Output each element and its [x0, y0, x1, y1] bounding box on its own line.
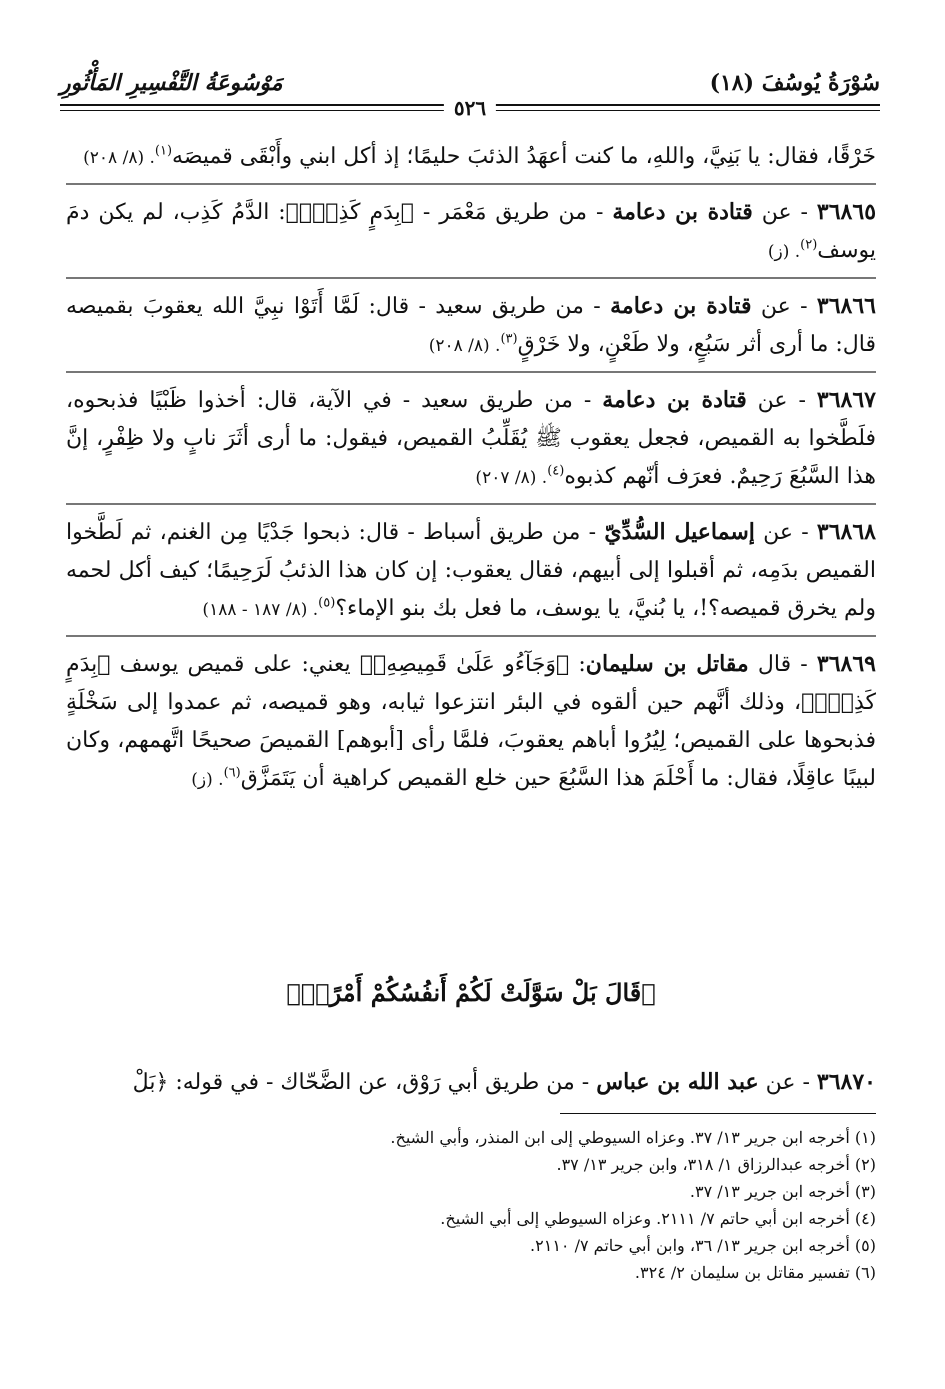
footnote-marker: (٥): [318, 595, 336, 611]
footnote-marker: (٣): [500, 331, 518, 347]
paragraph-text: - من طريق سعيد - في الآية، قال: أخذوا ظَبْيًا فذبحوه، فلَطَّخوا به القميص، فجعل يعقوب ﷺ يُقَلِّبُ القميص، فيقول: ما أرى أثَرَ نابٍ ولا ظِفْرٍ، إنَّ هذا السَّبُعَ رَحِيمٌ. فعرَف أنّهم كذبوه: [66, 388, 876, 489]
narrator-name: قتادة بن دعامة: [612, 199, 753, 225]
paragraph-divider: [66, 503, 876, 505]
narration-36870: [66, 1063, 876, 1102]
page-header: [60, 62, 880, 118]
paragraph-divider: [66, 183, 876, 185]
volume-reference: . (٨/ ١٨٧ - ١٨٨): [202, 600, 319, 620]
narration-36865: [66, 193, 876, 271]
narration-lead: - عن: [746, 388, 817, 413]
paragraph-divider: [66, 635, 876, 637]
narrator-name: قتادة بن دعامة: [602, 387, 747, 413]
narrator-name: عبد الله بن عباس: [596, 1069, 759, 1095]
volume-reference: . (٨/ ٢٠٧): [475, 468, 548, 488]
narration-36868: [66, 513, 876, 629]
paragraph-continued: [66, 138, 876, 177]
main-text: [66, 138, 876, 805]
footnote-item: (٦) تفسير مقاتل بن سليمان ٢/ ٣٢٤.: [634, 1263, 876, 1282]
narration-number: ٣٦٨٦٨: [816, 519, 876, 545]
book-title: مَوْسُوعَةُ التَّفْسِيرِ المَأْثُورِ: [60, 70, 283, 96]
paragraph-text: - من طريق أبي رَوْق، عن الضَّحّاك - في قوله: ﴿بَلْ: [132, 1070, 597, 1095]
paragraph-text: خَرْقًا، فقال: يا بَنِيَّ، واللهِ، ما كنت أعهَدُ الذئبَ حليمًا؛ إذ أكل ابني وأَبْقَى قميصَه: [172, 144, 876, 169]
narration-number: ٣٦٨٦٧: [816, 387, 876, 413]
footnote-item: (٣) أخرجه ابن جرير ١٣/ ٣٧.: [689, 1182, 876, 1201]
narrator-name: مقاتل بن سليمان: [585, 651, 749, 677]
surah-title: سُوْرَةُ يُوسُفَ (١٨): [709, 70, 880, 96]
footnote-marker: (٢): [800, 237, 818, 253]
narration-lead: - عن: [758, 1070, 817, 1095]
narration-lead: - عن: [751, 294, 817, 319]
volume-reference: . (ز): [767, 242, 801, 262]
narration-lead: - عن: [752, 200, 817, 225]
narration-number: ٣٦٨٦٥: [816, 199, 877, 225]
narration-lead: - قال: [748, 652, 817, 677]
volume-reference: . (ز): [191, 770, 224, 790]
volume-reference: . (٨/ ٢٠٨): [428, 336, 501, 356]
footnote-item: (١) أخرجه ابن جرير ١٣/ ٣٧. وعزاه السيوطي إلى ابن المنذر، وأبي الشيخ.: [390, 1128, 876, 1147]
narration-lead: - عن: [754, 520, 817, 545]
quran-verse-heading: ﴿قَالَ بَلْ سَوَّلَتْ لَكُمْ أَنفُسُكُمْ أَمْرًاۖ﴾: [286, 978, 656, 1007]
footnote-item: (٤) أخرجه ابن أبي حاتم ٧/ ٢١١١. وعزاه السيوطي إلى أبي الشيخ.: [440, 1209, 876, 1228]
narration-number: ٣٦٨٦٦: [816, 293, 876, 319]
paragraph-divider: [66, 277, 876, 279]
narration-number: ٣٦٨٧٠: [816, 1069, 876, 1095]
narrator-name: قتادة بن دعامة: [610, 293, 752, 319]
narration-36869: [66, 645, 876, 799]
narration-number: ٣٦٨٦٩: [816, 651, 876, 677]
footnote-separator: [560, 1113, 876, 1114]
narration-36867: [66, 381, 876, 497]
narration-36866: [66, 287, 876, 365]
narrator-name: إسماعيل السُّدِّيّ: [604, 519, 755, 545]
paragraph-text: : ﴿وَجَآءُو عَلَىٰ قَمِيصِهِۦ﴾ يعني: على قميص يوسف ﴿بِدَمٍ كَذِبٍۚ﴾، وذلك أنَّهم حين ألقوه في البئر انتزعوا ثيابه، وهو قميصه، ثم عمدوا إلى سَخْلَةٍ فذبحوها على القميص؛ لِيُرُوا أباهم يعقوبَ، فلمَّا رأى [أبوهم] القميصَ صحيحًا اتَّهمهم، وكان لبيبًا عاقِلًا، فقال: ما أَحْلَمَ هذا السَّبُعَ حين خلع القميص كراهية أن يَتَمَزَّق: [66, 652, 876, 791]
paragraph-text: - من طريق سعيد - قال: لَمَّا أَتَوْا نبِيَّ الله يعقوبَ بقميصه قال: ما أرى أثر سَبُعٍ، ولا طَعْنٍ، ولا خَرْقٍ: [66, 294, 876, 357]
paragraph-text: - من طريق مَعْمَر - ﴿بِدَمٍ كَذِبٍۚ﴾: الدَّمُ كَذِب، لم يكن دمَ يوسف: [66, 200, 876, 263]
paragraph-text: - من طريق أسباط - قال: ذبحوا جَدْيًا مِن الغنم، ثم لَطَّخوا القميص بدَمِه، ثم أقبلوا إلى أبيهم، فقال يعقوب: إن كان هذا الذئبُ لَرَحِيمًا؛ كيف أكل لحمه ولم يخرق قميصه؟!، يا بُنيَّ، يا يوسف، ما فعل بك بنو الإماء؟: [66, 520, 876, 621]
footnote-marker: (٤): [547, 463, 565, 479]
footnote-item: (٥) أخرجه ابن جرير ١٣/ ٣٦، وابن أبي حاتم ٧/ ٢١١٠.: [530, 1236, 876, 1255]
footnotes: [66, 1124, 876, 1286]
footnote-item: (٢) أخرجه عبدالرزاق ١/ ٣١٨، وابن جرير ١٣/ ٣٧.: [556, 1155, 876, 1174]
volume-reference: . (٨/ ٢٠٨): [83, 148, 155, 168]
footnote-marker: (١): [154, 143, 173, 159]
page-number: ٥٢٦: [444, 96, 496, 120]
footnote-marker: (٦): [223, 765, 241, 781]
paragraph-divider: [66, 371, 876, 373]
